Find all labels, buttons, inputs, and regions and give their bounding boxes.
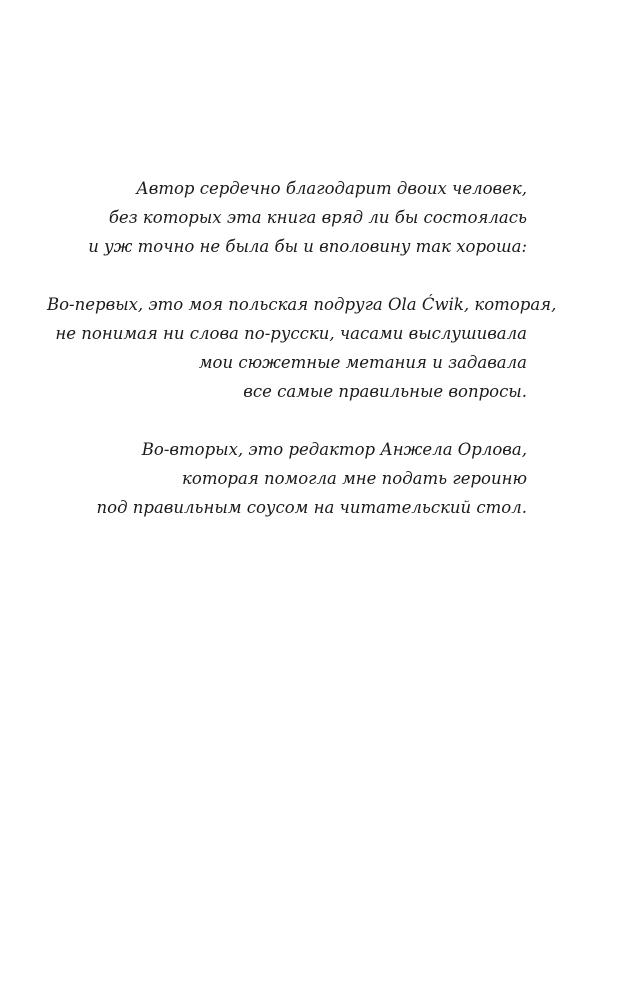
text-line: без которых эта книга вряд ли бы состоялась bbox=[108, 208, 527, 227]
text-line: и уж точно не была бы и вполовину так хороша: bbox=[88, 237, 527, 256]
text-line: которая помогла мне подать героиню bbox=[182, 469, 527, 488]
acknowledgements-block bbox=[47, 174, 557, 551]
text-line: Во-первых, это моя польская подруга Ola Ćwik, которая, bbox=[47, 295, 557, 314]
text-line: Во-вторых, это редактор Анжела Орлова, bbox=[141, 440, 527, 459]
acknowledgements-paragraph-first bbox=[47, 290, 557, 406]
text-line: Автор сердечно благодарит двоих человек, bbox=[136, 179, 527, 198]
acknowledgements-paragraph-intro bbox=[47, 174, 527, 261]
text-line: под правильным соусом на читательский стол. bbox=[96, 498, 527, 517]
text-line: все самые правильные вопросы. bbox=[243, 382, 527, 401]
text-line: мои сюжетные метания и задавала bbox=[198, 353, 527, 372]
text-line: не понимая ни слова по-русски, часами выслушивала bbox=[55, 324, 527, 343]
acknowledgements-paragraph-second bbox=[47, 435, 527, 522]
